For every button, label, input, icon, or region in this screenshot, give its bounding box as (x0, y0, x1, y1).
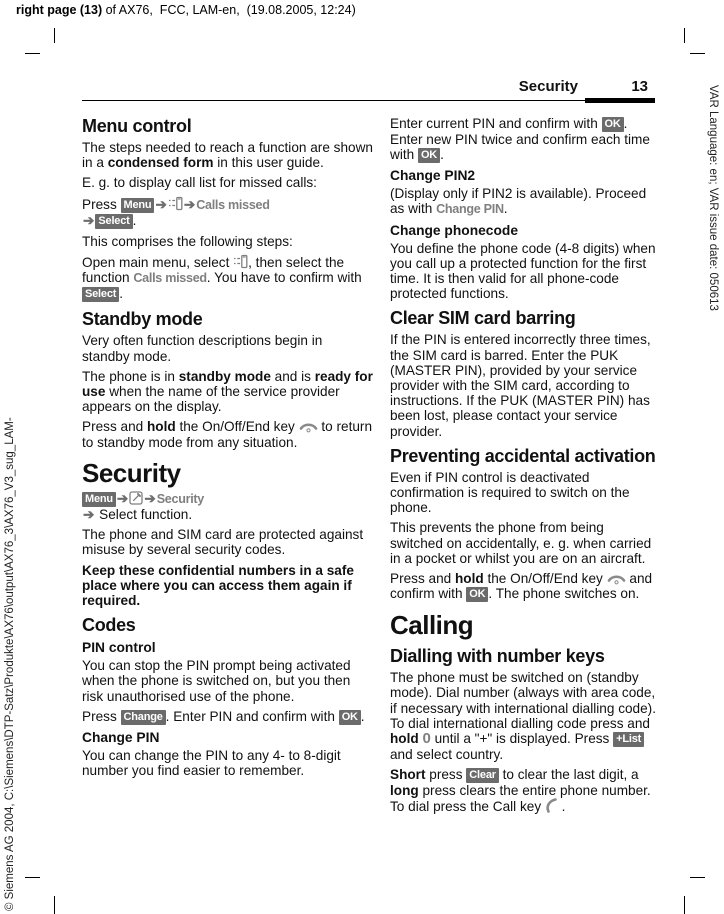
text-run: in this user guide. (213, 155, 324, 171)
softkey-badge-ok: OK (418, 148, 440, 163)
arrow-right-icon: ➔ (155, 196, 167, 212)
paragraph (390, 670, 657, 762)
heading-change-phonecode: Change phonecode (390, 222, 519, 238)
arrow-right-icon: ➔ (116, 490, 129, 506)
calls-list-icon (168, 196, 183, 212)
text-run: Press (82, 196, 121, 212)
end-key-icon (607, 571, 626, 586)
softkey-badge-menu: Menu (82, 492, 116, 507)
text-run: Open main menu, select (82, 255, 234, 271)
text-run: the On/Off/End key (175, 419, 299, 435)
text-run: . (119, 286, 123, 302)
heading-codes: Codes (82, 615, 136, 636)
text-run: This prevents the phone from being switched on accidentally, e. g. when carried in a pocket or whilst you are on an aircraft. (390, 520, 652, 566)
bold-text-run: ready for use (82, 368, 373, 400)
paragraph (390, 186, 657, 217)
text-run: . You have to confirm with (206, 270, 362, 286)
text-run: and select country. (390, 747, 504, 763)
paragraph (390, 470, 657, 516)
crop-mark (684, 896, 685, 914)
text-run: . Enter new PIN twice and confirm each time with (390, 116, 650, 163)
crop-mark (690, 877, 705, 878)
bold-text-run: hold (146, 419, 176, 435)
left-column (82, 116, 373, 820)
paragraph (82, 234, 373, 249)
arrow-right-icon: ➔ (83, 212, 95, 228)
paragraph (82, 563, 373, 609)
copyright-sidenote: © Siemens AG 2004, C:\Siemens\DTP-Satz\Produkte\AX76\output\AX76_3\AX76_V3_sug_LAM- (4, 417, 16, 911)
softkey-badge-select: Select (95, 214, 132, 229)
text-run: when the name of the service provider appears on the display. (82, 384, 340, 415)
text-run: and confirm with (390, 571, 653, 602)
softkey-badge-select: Select (82, 287, 119, 302)
paragraph (390, 571, 657, 602)
text-run: The phone and SIM card are protected against misuse by several security codes. (82, 527, 364, 558)
text-run: Press (82, 708, 121, 724)
heading-preventing-accidental-activation: Preventing accidental activation (390, 445, 656, 466)
menu-path-text: Calls missed (196, 197, 270, 212)
text-run: Enter current PIN and confirm with (390, 116, 602, 131)
text-run: Press and (82, 419, 147, 435)
softkey-badge-clear: Clear (466, 768, 499, 783)
text-run: . (440, 147, 444, 163)
bold-text-run: condensed form (107, 155, 214, 171)
paragraph (82, 140, 373, 170)
arrow-right-icon: ➔ (83, 507, 95, 523)
running-header-section: Security (518, 78, 578, 95)
right-column (390, 116, 657, 820)
paragraph (82, 254, 373, 302)
text-run: . (360, 708, 365, 724)
crop-mark (54, 896, 55, 914)
softkey-badge-ok: OK (339, 710, 361, 725)
crop-mark (54, 28, 55, 43)
crop-mark (25, 877, 40, 878)
proof-page-label: right page (13) (16, 3, 103, 17)
menu-path-text: Calls missed (133, 271, 207, 286)
paragraph (390, 767, 657, 814)
text-run: until a "+" is displayed. Press (430, 731, 614, 747)
heading-standby-mode: Standby mode (82, 309, 203, 330)
paragraph (82, 491, 373, 522)
paragraph (82, 709, 373, 725)
menu-path-text: Security (156, 491, 205, 506)
softkey-badge-ok: OK (602, 117, 624, 132)
softkey-badge-ok: OK (466, 587, 488, 602)
bold-text-run: Keep these confidential numbers in a safe place where you can access them again if required. (82, 562, 354, 609)
paragraph (390, 520, 657, 566)
text-run: If the PIN is entered incorrectly three times, the SIM card is barred. Enter the PUK (MASTER PIN), provided by your service provider with the SIM card, according to instructions. If the PUK (MASTER PIN) has been lost, please contact your service provider. (390, 332, 651, 439)
text-run: to clear the last digit, a (498, 767, 639, 783)
text-run: press (425, 767, 467, 783)
heading-pin-control: PIN control (82, 640, 156, 656)
text-run: . The phone switches on. (488, 586, 640, 602)
text-run: Very often function descriptions begin in standby mode. (82, 333, 323, 364)
bold-text-run: Short (390, 767, 426, 783)
heading-dialling-with-number-keys: Dialling with number keys (390, 646, 605, 667)
heading-change-pin: Change PIN (82, 729, 160, 745)
page-number: 13 (631, 78, 648, 95)
text-run: Even if PIN control is deactivated confirmation is required to switch on the phone. (390, 469, 630, 516)
text-run: Select function. (95, 507, 193, 523)
text-run: to return to standby mode from any situation. (82, 419, 373, 450)
text-run: and is (270, 368, 315, 384)
crop-mark (684, 28, 685, 43)
crop-mark (25, 53, 40, 54)
text-run: You define the phone code (4-8 digits) when you call up a protected function for the first time. It is then valid for all phone-code protected functions. (390, 240, 656, 302)
call-key-icon (545, 798, 558, 814)
text-run: The phone is in (82, 368, 179, 384)
heading-calling: Calling (390, 610, 474, 641)
bold-text-run: long (390, 783, 419, 799)
paragraph (82, 748, 373, 778)
text-run: Press and (390, 571, 455, 587)
keypad-key-glyph: 0 (422, 730, 431, 748)
text-run: . (132, 212, 137, 228)
text-run: The phone must be switched on (standby mode). Dial number (always with area code, if necessary with international dialling code). To dial international dialling code press and (390, 670, 656, 731)
heading-menu-control: Menu control (82, 116, 192, 136)
text-run: You can stop the PIN prompt being activated when the phone is switched on, but you then risk unauthorised use of the phone. (82, 658, 351, 704)
text-run: E. g. to display call list for missed calls: (82, 175, 317, 191)
arrow-right-icon: ➔ (144, 490, 156, 506)
text-run: press clears the entire phone number. To dial press the Call key (390, 783, 651, 815)
text-run: the On/Off/End key (483, 571, 607, 587)
text-run: . Enter PIN and confirm with (165, 708, 339, 724)
header-accent-bar (585, 98, 655, 103)
text-run: This comprises the following steps: (82, 233, 293, 249)
text-run: You can change the PIN to any 4- to 8-digit number you find easier to remember. (82, 747, 341, 779)
heading-clear-sim-card-barring: Clear SIM card barring (390, 308, 576, 329)
crop-mark (690, 53, 705, 54)
heading-security: Security (82, 457, 181, 488)
paragraph (82, 369, 373, 415)
paragraph (82, 196, 373, 229)
proof-header-note (16, 3, 356, 17)
bold-text-run: hold (454, 571, 484, 587)
menu-path-text: Change PIN (436, 202, 504, 217)
calls-list-icon (233, 254, 248, 270)
paragraph (82, 333, 373, 363)
header-rule (82, 100, 655, 101)
text-run: , then select the function (82, 255, 345, 286)
setup-menu-icon (129, 491, 143, 506)
paragraph (82, 658, 373, 704)
proof-file-info: of AX76, FCC, LAM-en, (19.08.2005, 12:24) (102, 3, 356, 17)
heading-change-pin2: Change PIN2 (390, 168, 476, 184)
paragraph (82, 419, 373, 449)
bold-text-run: standby mode (178, 368, 271, 384)
paragraph (390, 241, 657, 302)
arrow-right-icon: ➔ (183, 196, 196, 212)
text-run: The steps needed to reach a function are shown in a (82, 140, 373, 171)
softkey-badge-menu: Menu (121, 198, 155, 213)
softkey-badge-list: +List (613, 732, 644, 747)
paragraph (82, 175, 373, 190)
var-language-sidenote: VAR Language: en; VAR issue date: 050613 (707, 85, 719, 311)
text-run: . (503, 201, 508, 217)
paragraph (390, 332, 657, 438)
paragraph (390, 116, 657, 163)
bold-text-run: hold (390, 731, 419, 747)
paragraph (82, 527, 373, 557)
text-run: (Display only if PIN2 is available). Proceed as with (390, 186, 647, 217)
body-columns (82, 116, 657, 820)
end-key-icon (299, 419, 318, 434)
softkey-badge-change: Change (121, 710, 166, 725)
text-run: . (557, 799, 566, 815)
